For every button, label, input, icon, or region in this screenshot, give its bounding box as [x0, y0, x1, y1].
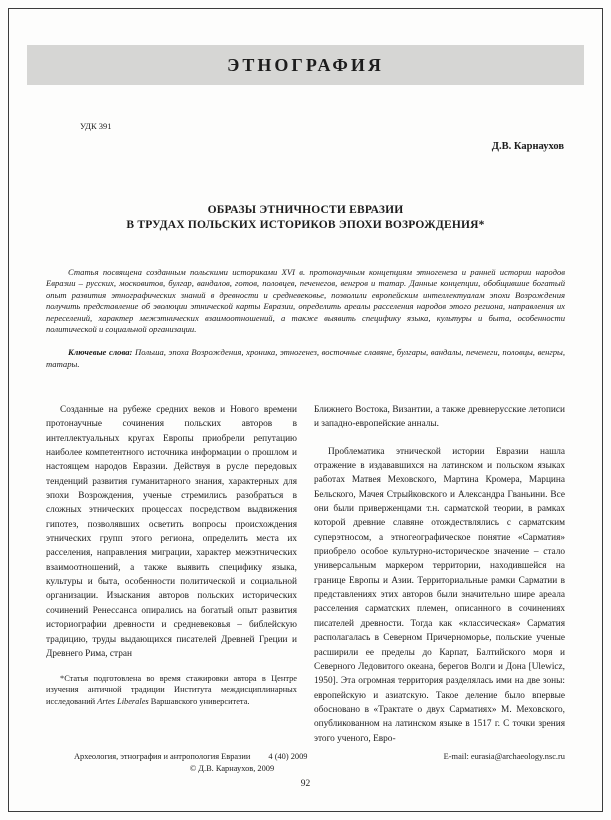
keywords-text: Польша, эпоха Возрождения, хроника, этногенез, восточные славяне, булгары, вандалы, печенеги, половцы, венгры, татары. — [46, 347, 566, 369]
body-columns — [46, 403, 565, 746]
keywords-label: Ключевые слова: — [68, 347, 133, 358]
footnote-text-end: Варшавского университета. — [148, 696, 250, 706]
contact-email: E-mail: eurasia@archaeology.nsc.ru — [443, 752, 565, 761]
page-footer — [46, 751, 565, 774]
footnote-latin-title: Artes Liberales — [97, 696, 149, 706]
body-paragraph: Созданные на рубеже средних веков и Нового времени протонаучные сочинения польских авторов в интеллектуальных кругах Европы приобрели репутацию наиболее компетентного источника информации о прошлом и настоящем народов Евразии. Действуя в русле передовых тенденций развития гуманитарного знания, характерных для эпохи Возрождения, ученые стремились разобраться в сложных этнических процессах посредством выдвижения гипотез, позволявших осветить вопросы происхождения этнических групп этого региона, определить места их расселения, направления миграции, характер межэтнических взаимоотношений, а также выявить специфику языка, культуры и быта, особенности политической и социальной организации. Изыскания авторов польских исторических сочинений Ренессанса опирались на богатый опыт развития историографии древности и средневековья – библейскую традицию, труды выдающихся писателей Древней Греции и Древнего Рима, стран — [46, 405, 297, 659]
right-column — [314, 403, 565, 746]
page-number: 92 — [300, 779, 311, 789]
section-header-bar — [27, 45, 584, 85]
body-paragraph: Проблематика этнической истории Евразии нашла отражение в издававшихся на латинском и польском языках работах Матвея Меховского, Мартина Кромера, Марцина Бельского, Мачея Стрыйковского и Александра Гваньини. Все они были приверженцами т.н. сарматской теории, в рамках которой древние славяне отождествлялись с сарматским суперэтносом, а этногеографическое понятие «Сарматия» приобрело особое культурно-историческое значение – стало универсальным маркером территории, находившейся на границе Европы и Азии. Территориальные рамки Сарматии в представлениях этих авторов были значительно шире ареала расселения сарматских племен, описанного в сочинениях писателей древности. Тогда как «классическая» Сарматия располагалась в Северном Причерноморье, польские ученые расширили ее пределы до Карпат, Балтийского моря и Северного Ледовитого океана, берегов Волги и Дона [Ulewicz, 1950]. Эта огромная территория разделялась ими на две зоны: европейскую и азиатскую. Такое деление было впервые обосновано в «Трактате о двух Сарматиях» М. Меховского, опубликованном на латинском языке в 1517 г. С точки зрения этого ученого, Евро- — [314, 446, 565, 744]
article-title — [40, 203, 571, 233]
left-column — [46, 403, 297, 746]
abstract-block — [46, 267, 565, 370]
abstract-text: Статья посвящена созданным польскими историками XVI в. протонаучным концепциям этногенеза и ранней истории народов Евразии – русских, московитов, булгар, вандалов, готов, половцев, печенегов, венгров и татар. Данные концепции, обобщившие богатый опыт развития этнографических знаний в древности и средневековье, позволили европейским интеллектуалам эпохи Возрождения получить представление об эволюции этнической карты Евразии, определить ареалы расселения народов этого региона, направления их переселений, характер межэтнических взаимоотношений, а также выявить специфику языка, культуры и быта, особенности политической и социальной организации. — [46, 267, 565, 335]
footer-row — [46, 751, 565, 762]
body-paragraph: Ближнего Востока, Византии, а также древнерусские летописи и западно-европейские анналы. — [314, 405, 565, 430]
footnote-text: *Статья подготовлена во время стажировки автора в Центре изучения античной традиции Института междисциплинарных исследований — [46, 674, 297, 706]
issue-number: 4 (40) 2009 — [268, 752, 308, 761]
journal-name: Археология, этнография и антропология Евразии — [74, 752, 251, 761]
footnote — [46, 673, 297, 707]
udc-number: УДК 391 — [80, 121, 112, 131]
author-name: Д.В. Карнаухов — [491, 141, 564, 152]
article-title-line-2: В ТРУДАХ ПОЛЬСКИХ ИСТОРИКОВ ЭПОХИ ВОЗРОЖДЕНИЯ* — [126, 219, 485, 231]
copyright-line: © Д.В. Карнаухов, 2009 — [189, 764, 275, 773]
section-title: ЭТНОГРАФИЯ — [227, 54, 384, 75]
keywords-line — [46, 347, 565, 370]
article-title-line-1: ОБРАЗЫ ЭТНИЧНОСТИ ЕВРАЗИИ — [207, 204, 404, 216]
